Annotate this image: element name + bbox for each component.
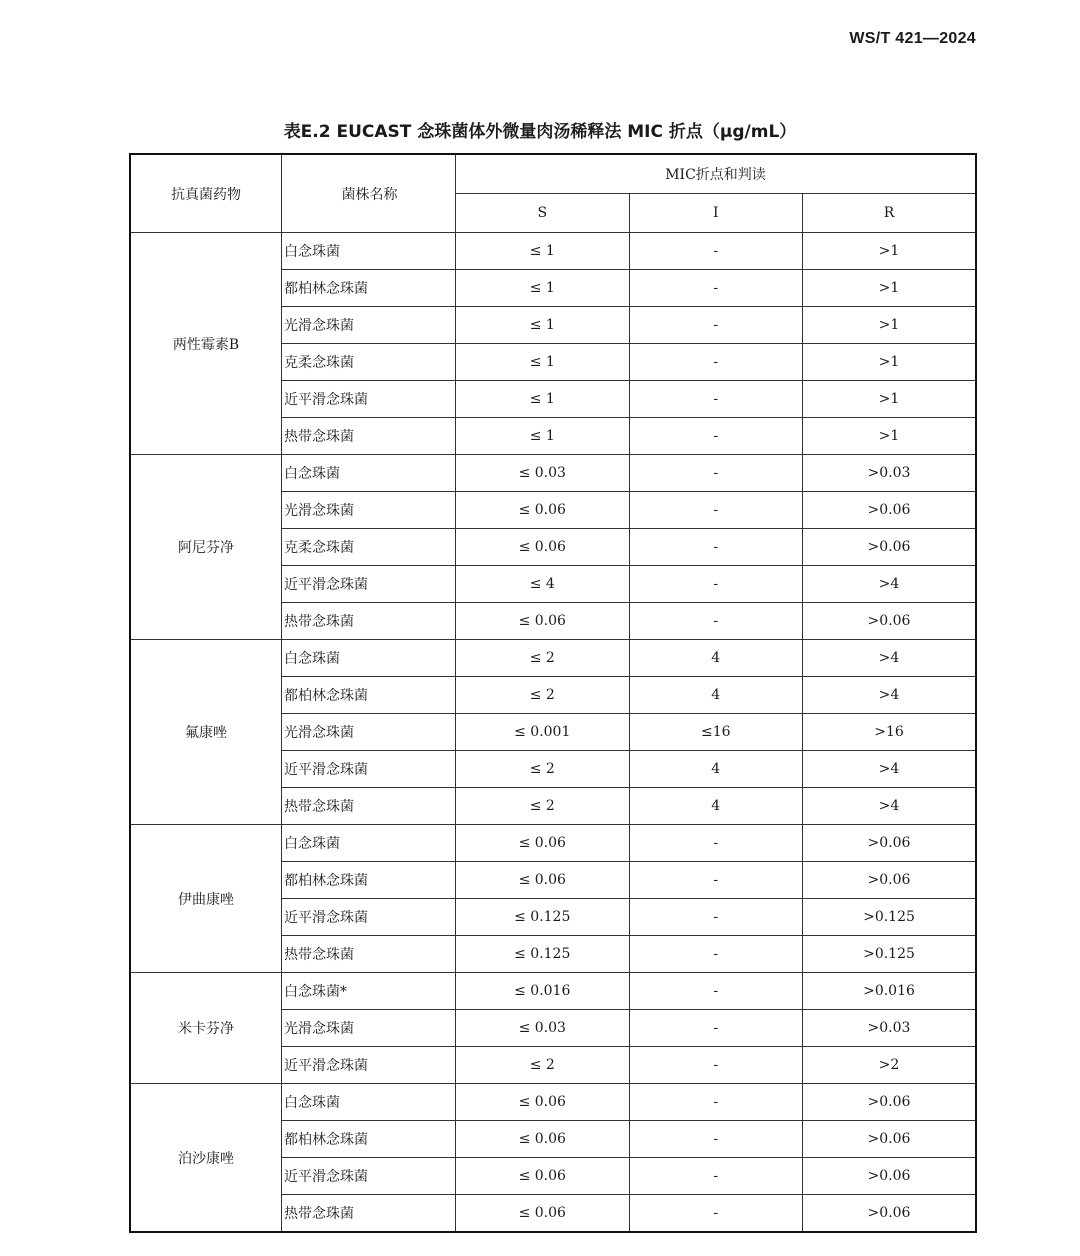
strain-name-cell: 白念珠菌 bbox=[282, 640, 456, 677]
r-value-cell: >0.06 bbox=[803, 862, 977, 899]
strain-name-cell: 光滑念珠菌 bbox=[282, 714, 456, 751]
i-value-cell: 4 bbox=[629, 788, 803, 825]
i-value-cell: - bbox=[629, 307, 803, 344]
s-value-cell: ≤ 2 bbox=[456, 1047, 630, 1084]
i-value-cell: - bbox=[629, 233, 803, 270]
strain-name-cell: 热带念珠菌 bbox=[282, 603, 456, 640]
s-value-cell: ≤ 0.06 bbox=[456, 862, 630, 899]
s-value-cell: ≤ 0.016 bbox=[456, 973, 630, 1010]
strain-name-cell: 白念珠菌 bbox=[282, 1084, 456, 1121]
header-strain: 菌株名称 bbox=[282, 154, 456, 233]
r-value-cell: >0.06 bbox=[803, 529, 977, 566]
i-value-cell: - bbox=[629, 1121, 803, 1158]
strain-name-cell: 光滑念珠菌 bbox=[282, 492, 456, 529]
s-value-cell: ≤ 0.06 bbox=[456, 1195, 630, 1233]
drug-name-cell: 伊曲康唑 bbox=[130, 825, 282, 973]
r-value-cell: >0.06 bbox=[803, 1121, 977, 1158]
strain-name-cell: 都柏林念珠菌 bbox=[282, 270, 456, 307]
i-value-cell: - bbox=[629, 455, 803, 492]
s-value-cell: ≤ 0.03 bbox=[456, 455, 630, 492]
s-value-cell: ≤ 0.06 bbox=[456, 492, 630, 529]
r-value-cell: >0.06 bbox=[803, 1195, 977, 1233]
strain-name-cell: 都柏林念珠菌 bbox=[282, 1121, 456, 1158]
r-value-cell: >1 bbox=[803, 381, 977, 418]
table-row bbox=[130, 825, 976, 862]
i-value-cell: - bbox=[629, 1158, 803, 1195]
header-row-1 bbox=[130, 154, 976, 194]
r-value-cell: >1 bbox=[803, 270, 977, 307]
i-value-cell: - bbox=[629, 899, 803, 936]
i-value-cell: ≤16 bbox=[629, 714, 803, 751]
i-value-cell: - bbox=[629, 492, 803, 529]
r-value-cell: >4 bbox=[803, 788, 977, 825]
strain-name-cell: 近平滑念珠菌 bbox=[282, 1158, 456, 1195]
strain-name-cell: 热带念珠菌 bbox=[282, 788, 456, 825]
r-value-cell: >0.06 bbox=[803, 1158, 977, 1195]
table-caption: 表E.2 EUCAST 念珠菌体外微量肉汤稀释法 MIC 折点（μg/mL） bbox=[283, 122, 797, 142]
i-value-cell: - bbox=[629, 270, 803, 307]
s-value-cell: ≤ 1 bbox=[456, 418, 630, 455]
r-value-cell: >1 bbox=[803, 233, 977, 270]
table-header bbox=[130, 154, 976, 233]
i-value-cell: - bbox=[629, 936, 803, 973]
s-value-cell: ≤ 2 bbox=[456, 788, 630, 825]
header-mic: MIC折点和判读 bbox=[456, 154, 977, 194]
strain-name-cell: 近平滑念珠菌 bbox=[282, 381, 456, 418]
table-row bbox=[130, 455, 976, 492]
r-value-cell: >4 bbox=[803, 677, 977, 714]
strain-name-cell: 近平滑念珠菌 bbox=[282, 1047, 456, 1084]
strain-name-cell: 近平滑念珠菌 bbox=[282, 751, 456, 788]
r-value-cell: >0.03 bbox=[803, 1010, 977, 1047]
r-value-cell: >2 bbox=[803, 1047, 977, 1084]
header-s: S bbox=[456, 194, 630, 233]
header-drug: 抗真菌药物 bbox=[130, 154, 282, 233]
r-value-cell: >0.125 bbox=[803, 899, 977, 936]
r-value-cell: >0.125 bbox=[803, 936, 977, 973]
drug-name-cell: 泊沙康唑 bbox=[130, 1084, 282, 1233]
r-value-cell: >4 bbox=[803, 566, 977, 603]
r-value-cell: >0.06 bbox=[803, 825, 977, 862]
s-value-cell: ≤ 0.06 bbox=[456, 1121, 630, 1158]
header-r: R bbox=[803, 194, 977, 233]
table-row bbox=[130, 1084, 976, 1121]
table-row bbox=[130, 640, 976, 677]
s-value-cell: ≤ 1 bbox=[456, 381, 630, 418]
i-value-cell: - bbox=[629, 381, 803, 418]
drug-name-cell: 两性霉素B bbox=[130, 233, 282, 455]
strain-name-cell: 白念珠菌 bbox=[282, 825, 456, 862]
strain-name-cell: 白念珠菌 bbox=[282, 233, 456, 270]
strain-name-cell: 都柏林念珠菌 bbox=[282, 862, 456, 899]
strain-name-cell: 近平滑念珠菌 bbox=[282, 566, 456, 603]
i-value-cell: - bbox=[629, 344, 803, 381]
r-value-cell: >16 bbox=[803, 714, 977, 751]
r-value-cell: >0.06 bbox=[803, 492, 977, 529]
s-value-cell: ≤ 2 bbox=[456, 640, 630, 677]
s-value-cell: ≤ 1 bbox=[456, 270, 630, 307]
i-value-cell: - bbox=[629, 973, 803, 1010]
header-i: I bbox=[629, 194, 803, 233]
r-value-cell: >1 bbox=[803, 344, 977, 381]
r-value-cell: >0.03 bbox=[803, 455, 977, 492]
s-value-cell: ≤ 2 bbox=[456, 751, 630, 788]
r-value-cell: >1 bbox=[803, 418, 977, 455]
i-value-cell: - bbox=[629, 825, 803, 862]
s-value-cell: ≤ 0.06 bbox=[456, 1158, 630, 1195]
drug-name-cell: 氟康唑 bbox=[130, 640, 282, 825]
strain-name-cell: 光滑念珠菌 bbox=[282, 1010, 456, 1047]
s-value-cell: ≤ 1 bbox=[456, 233, 630, 270]
s-value-cell: ≤ 0.06 bbox=[456, 825, 630, 862]
i-value-cell: 4 bbox=[629, 640, 803, 677]
drug-name-cell: 阿尼芬净 bbox=[130, 455, 282, 640]
strain-name-cell: 近平滑念珠菌 bbox=[282, 899, 456, 936]
r-value-cell: >4 bbox=[803, 640, 977, 677]
strain-name-cell: 克柔念珠菌 bbox=[282, 344, 456, 381]
strain-name-cell: 热带念珠菌 bbox=[282, 1195, 456, 1233]
i-value-cell: - bbox=[629, 566, 803, 603]
s-value-cell: ≤ 0.125 bbox=[456, 936, 630, 973]
strain-name-cell: 热带念珠菌 bbox=[282, 418, 456, 455]
i-value-cell: 4 bbox=[629, 751, 803, 788]
i-value-cell: - bbox=[629, 1084, 803, 1121]
i-value-cell: 4 bbox=[629, 677, 803, 714]
s-value-cell: ≤ 0.125 bbox=[456, 899, 630, 936]
s-value-cell: ≤ 4 bbox=[456, 566, 630, 603]
i-value-cell: - bbox=[629, 418, 803, 455]
r-value-cell: >1 bbox=[803, 307, 977, 344]
s-value-cell: ≤ 1 bbox=[456, 307, 630, 344]
i-value-cell: - bbox=[629, 603, 803, 640]
r-value-cell: >4 bbox=[803, 751, 977, 788]
i-value-cell: - bbox=[629, 1195, 803, 1233]
r-value-cell: >0.06 bbox=[803, 1084, 977, 1121]
strain-name-cell: 都柏林念珠菌 bbox=[282, 677, 456, 714]
i-value-cell: - bbox=[629, 1047, 803, 1084]
strain-name-cell: 白念珠菌 bbox=[282, 455, 456, 492]
drug-name-cell: 米卡芬净 bbox=[130, 973, 282, 1084]
table-body bbox=[130, 233, 976, 1233]
s-value-cell: ≤ 0.06 bbox=[456, 603, 630, 640]
i-value-cell: - bbox=[629, 1010, 803, 1047]
s-value-cell: ≤ 2 bbox=[456, 677, 630, 714]
strain-name-cell: 克柔念珠菌 bbox=[282, 529, 456, 566]
strain-name-cell: 白念珠菌* bbox=[282, 973, 456, 1010]
strain-name-cell: 热带念珠菌 bbox=[282, 936, 456, 973]
i-value-cell: - bbox=[629, 529, 803, 566]
s-value-cell: ≤ 0.03 bbox=[456, 1010, 630, 1047]
s-value-cell: ≤ 0.06 bbox=[456, 1084, 630, 1121]
table-row bbox=[130, 973, 976, 1010]
document-code: WS/T 421—2024 bbox=[849, 30, 976, 47]
r-value-cell: >0.016 bbox=[803, 973, 977, 1010]
mic-breakpoint-table bbox=[129, 153, 977, 1233]
s-value-cell: ≤ 0.001 bbox=[456, 714, 630, 751]
table-row bbox=[130, 233, 976, 270]
r-value-cell: >0.06 bbox=[803, 603, 977, 640]
s-value-cell: ≤ 1 bbox=[456, 344, 630, 381]
strain-name-cell: 光滑念珠菌 bbox=[282, 307, 456, 344]
s-value-cell: ≤ 0.06 bbox=[456, 529, 630, 566]
i-value-cell: - bbox=[629, 862, 803, 899]
